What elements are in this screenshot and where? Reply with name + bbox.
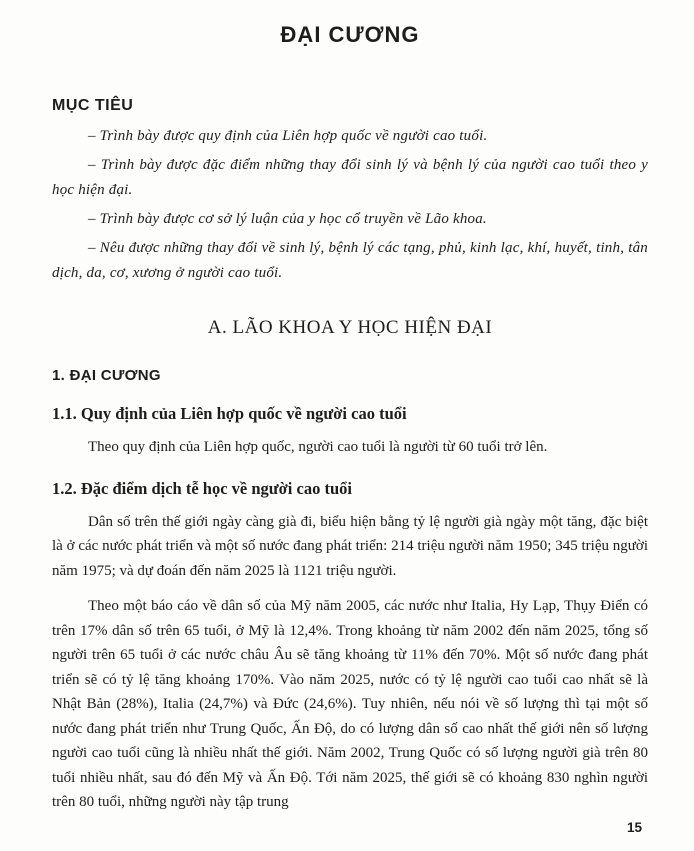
objectives-heading: MỤC TIÊU: [52, 97, 134, 114]
objectives-list: [52, 124, 648, 286]
objective-item: – Trình bày được cơ sở lý luận của y học cổ truyền về Lão khoa.: [88, 211, 487, 227]
objective-item: – Trình bày được quy định của Liên hợp quốc về người cao tuổi.: [88, 128, 488, 144]
section-1-2-paragraph: Theo một báo cáo về dân số của Mỹ năm 2005, các nước như Italia, Hy Lạp, Thụy Điển có trên 17% dân số trên 65 tuổi, ở Mỹ là 12,4%. Trong khoảng từ năm 2002 đến năm 2025, tổng số người trên 65 tuổi ở các nước châu Âu sẽ tăng khoảng từ 11% đến 70%. Một số nước đang phát triển sẽ có tỷ lệ tăng khoảng 170%. Vào năm 2025, nước có tỷ lệ người cao tuổi cao nhất sẽ là Nhật Bản (28%), Italia (24,7%) và Đức (24,6%). Tuy nhiên, nếu nói về số lượng thì tại một số nước đang phát triển như Trung Quốc, Ấn Độ, do có lượng dân số cao nhất thế giới nên số lượng người cao tuổi cũng là nhiều nhất thế giới. Năm 2002, Trung Quốc có số lượng người già trên 80 tuổi nhiều nhất, sau đó đến Mỹ và Ấn Độ. Tới năm 2025, thế giới sẽ có khoảng 830 nghìn người trên 80 tuổi, những người này tập trung: [52, 598, 648, 810]
section-1-1-heading: 1.1. Quy định của Liên hợp quốc về người cao tuổi: [52, 404, 407, 423]
part-a-heading: A. LÃO KHOA Y HỌC HIỆN ĐẠI: [207, 317, 493, 338]
section-1-1-paragraph: Theo quy định của Liên hợp quốc, người cao tuổi là người từ 60 tuổi trở lên.: [88, 439, 548, 455]
objective-item: – Trình bày được đặc điểm những thay đổi sinh lý và bệnh lý của người cao tuổi theo y học hiện đại.: [52, 157, 648, 198]
page-number: 15: [626, 820, 642, 835]
page-title: ĐẠI CƯƠNG: [280, 22, 420, 47]
objective-item: – Nêu được những thay đổi về sinh lý, bệnh lý các tạng, phủ, kinh lạc, khí, huyết, tinh, tân dịch, da, cơ, xương ở người cao tuổi.: [52, 240, 648, 281]
section-1-2-heading: 1.2. Đặc điểm dịch tễ học về người cao tuổi: [52, 478, 352, 498]
section-1-heading: 1. ĐẠI CƯƠNG: [52, 367, 161, 384]
section-1-2-paragraph: Dân số trên thế giới ngày càng già đi, biểu hiện bằng tỷ lệ người già ngày một tăng, đặc biệt là ở các nước phát triển và một số nước đang phát triển: 214 triệu người năm 1950; 345 triệu người năm 1975; và dự đoán đến năm 2025 là 1121 triệu người.: [52, 513, 648, 579]
